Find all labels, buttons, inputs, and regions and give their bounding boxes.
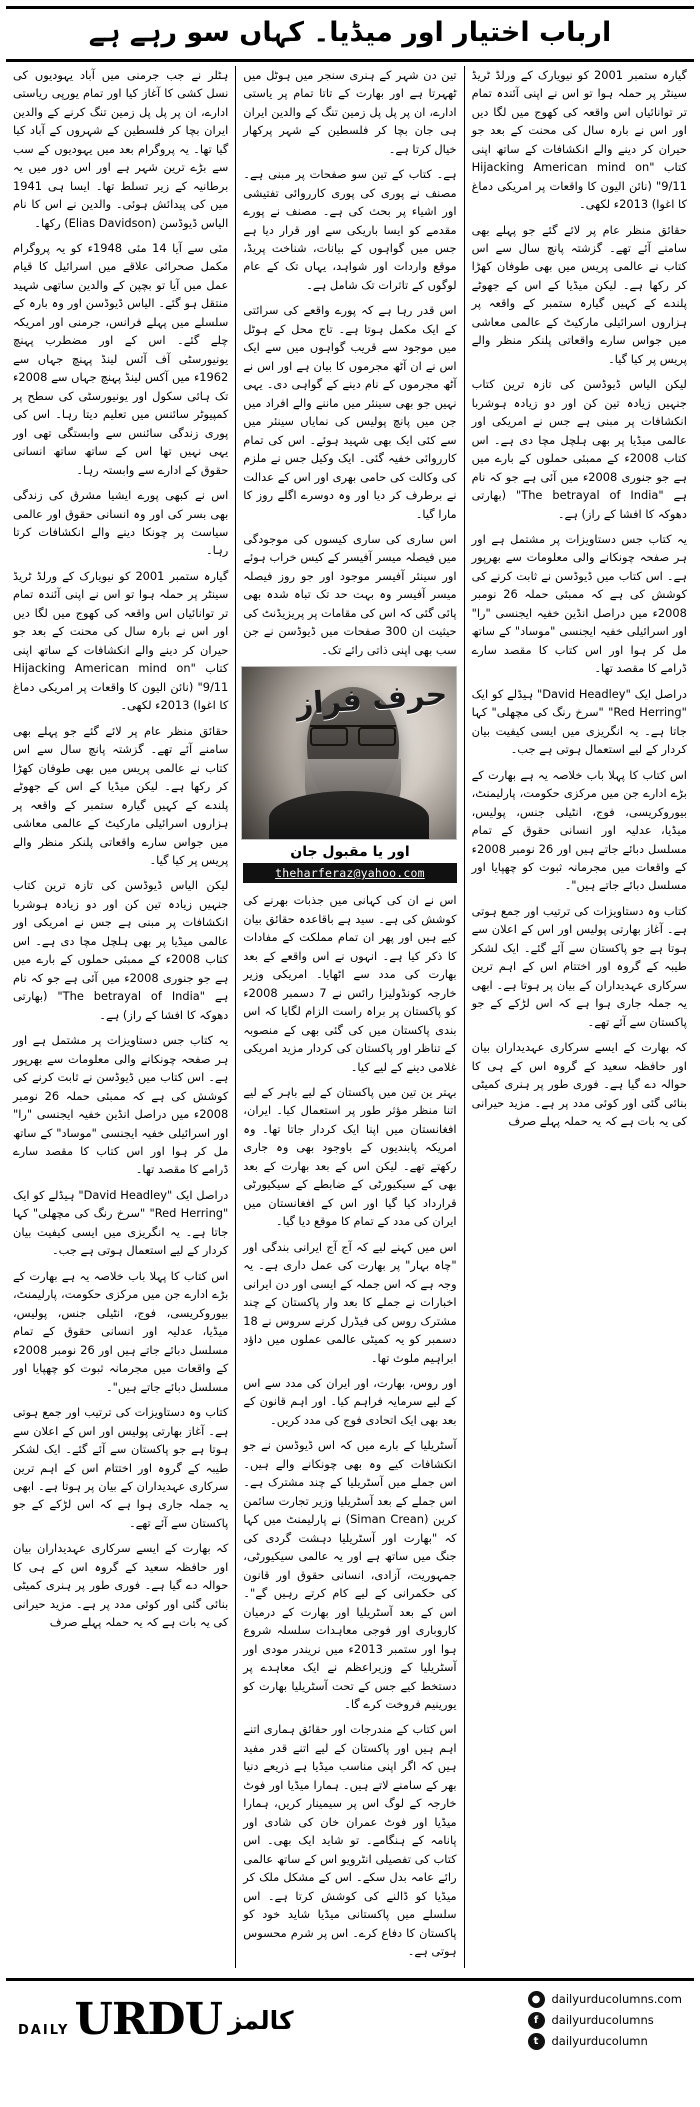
social-website-text: dailyurducolumns.com — [551, 1992, 682, 2007]
photo-shoulders-shape — [269, 791, 429, 840]
author-byline: اور یا مقبول جان — [290, 844, 410, 861]
logo-word-text: URDU — [74, 1994, 222, 2046]
author-photo — [241, 666, 456, 840]
paragraph: ہے۔ کتاب کے تین سو صفحات پر مبنی ہے۔ مصنف نے پوری کی پوری کارروائی تفتیشی اور اشیاء پر بحث کی ہے۔ مصنف نے پورے مقدمے کو ایسا باریکی سے اور قرار دیا ہے جس میں گواہوں کے بیانات، شناخت پریڈ، موقع واردات اور شواہد، یہاں تک کے عام لوگوں کے تاثرات تک شامل ہے۔ — [243, 167, 457, 292]
column-middle — [235, 66, 464, 1968]
facebook-icon: f — [528, 2012, 545, 2029]
author-block — [243, 666, 456, 883]
paragraph: اور روس، بھارت، اور ایران کی مدد سے اس کے لیے سرمایہ فراہم کیا۔ اور اہم قانون کے بعد بھی ایک اتحادی فوج کی مدد کریں۔ — [243, 1376, 457, 1427]
paragraph: دراصل ایک "David Headley" ہیڈلے کو ایک "Red Herring" "سرخ رنگ کی مچھلی" کہا جاتا ہے۔ یہ انگریزی میں ایسی کیفیت بیان کردار کے لیے استعمال ہوتی ہے جب۔ — [471, 686, 687, 757]
paragraph: اس کتاب کا پہلا باب خلاصہ یہ ہے بھارت کے بڑے ادارے جن میں مرکزی حکومت، پارلیمنٹ، بیوروکریسی، فوج، انٹیلی جنس، پولیس، میڈیا، عدلیہ اور انسانی حقوق کے تمام مسلسل دبائے جاتے ہیں اور 26 نومبر 2008ء کے واقعات میں مجرمانہ ثبوت کو چھپایا اور مسلسل دبائے جاتے ہیں"۔ — [13, 1268, 229, 1394]
paragraph: لیکن الیاس ڈیوڈسن کی تازہ ترین کتاب جنہیں زیادہ تین کن اور دو زیادہ ہوشربا انکشافات پر مبنی ہے جس نے امریکی اور عالمی میڈیا پر بھی ہلچل مچا دی ہے۔ اس کتاب 2008ء کے ممبئی حملوں کے بارے میں ہے جو جنوری 2008ء میں آئی ہے جو کہ نام ہے "The betrayal of India" (بھارتی دھوکہ کا افشا کے راز) ہے۔ — [13, 878, 229, 1022]
paragraph: کہ بھارت کے ایسے سرکاری عہدیداران بیان اور حافظہ سعید کے گروہ اس کے ہی کا حوالہ دے گیا ہے۔ فوری طور پر ہنری کمیٹی بنائی گئی اور کوئی مدد پر ہے۔ مزید حیرانی کی یہ بات ہے کہ یہ حملہ پہلے صرف — [13, 1541, 229, 1630]
paragraph: مئی سے آیا 14 مئی 1948ء کو یہ پروگرام مکمل صحرائی علاقے میں اسرائیل کا قیام عمل میں آیا تو بچپن کے والدین ساتھی شہید منتقل ہو گئے۔ الیاس ڈیوڈسن اور وہ بارہ کے سلسلے میں پہلے فرانس، جرمنی اور امریکہ چلے گئے۔ اس کے اور مضطرب پہنچ یونیورسٹی آف آئس لینڈ پہنچ جہاں سے 1962ء میں آکس لینڈ پہنچ جہاں سے 2008ء تک ہائی سکول اور یونیورسٹی کی سطح پر کمپیوٹر سائنس میں تعلیم دیتا رہا۔ اس کی پوری زندگی سائنس سے وابستگی تھی اور یہی نہیں تھا اس کے ساتھ ساتھ انسانی حقوق کے ادارے سے وابستہ رہا۔ — [13, 240, 229, 477]
paragraph: اس نے ان کی کہانی میں جذبات بھرنے کی کوشش کی ہے۔ سید ہے باقاعدہ حقائق بیان کیے ہیں اور پھر ان تمام مملکت کے مفادات کا ذکر کیا ہے۔ انہوں نے اس واقعے کے بعد بھارت کی مدد سے اٹھایا۔ امریکی وزیر خارجہ کونڈولیزا رائس نے 7 دسمبر 2008ء کو پاکستان پر براہ راست الزام لگایا کہ اس بندی پاکستان میں کی گئی بھی کے منصوبہ کے تناظر اور پاکستان کی کردار مزید امریکی غلامی دینے کے لیے کیا۔ — [243, 893, 457, 1074]
social-twitter-text: dailyurducolumn — [551, 2034, 648, 2049]
paragraph: کتاب وہ دستاویزات کی ترتیب اور جمع ہوتی ہے۔ آغاز بھارتی پولیس اور اس کے اعلان سے ہوتا ہے جو پاکستان سے آئے گئے۔ ایک لشکر طیبہ کے گروہ اور اختتام اس کے اہم ترین سرکاری عہدیداران کے بیان پر ہوتا ہے۔ ابھی یہ جملہ جاری ہوا ہے کہ اس لڑکے کے جو پاکستان سے آئے تھے۔ — [471, 903, 687, 1029]
page-footer — [6, 1978, 694, 2062]
social-link-twitter[interactable] — [528, 2033, 683, 2050]
paragraph: گیارہ ستمبر 2001 کو نیویارک کے ورلڈ ٹریڈ سینٹر پر حملہ ہوا تو اس نے اپنی آئندہ تمام تر توانائیاں اس واقعہ کی کھوج میں لگا دیں اور اس نے بارہ سال کی محنت کے بعد جو حیران کر دینے والے انکشافات کے ساتھ اپنی کتاب "Hijacking American mind on 9/11" (نائن الیون کا واقعات پر امریکی دماغ کا اغوا) 2013ء لکھی۔ — [471, 67, 687, 212]
logo-daily-text: DAILY — [18, 2023, 70, 2039]
paragraph: اس قدر رہا ہے کہ پورے واقعے کی سرائتی کے ایک مکمل ہوتا ہے۔ تاج محل کے ہوٹل میں موجود سے قریب گواہوں میں سے ایک اس نے ان آٹھ مجرموں کا بیان ہے اور اس نے آٹھ مجرموں کے نام دینے کے گواہی دی۔ یہی نہیں جو بھی سینئر میں ماننے والے افراد میں جن میں پانچ پولیس کی نمایاں سینئر میں سے کئی ایک بھی شہید ہوئے۔ اس کی تمام کارروائی خفیہ گئی۔ ایک وکیل جس نے ملزم کی وکالت کی حامی بھری اور اس کے عدالت نے برطرف کر دیا اور وہ دوسرے اگلے روز کا مارا گیا۔ — [243, 303, 457, 521]
paragraph: گیارہ ستمبر 2001 کو نیویارک کے ورلڈ ٹریڈ سینٹر پر حملہ ہوا تو اس نے اپنی آئندہ تمام تر توانائیاں اس واقعہ کی کھوج میں لگا دیں اور اس نے بارہ سال کی محنت کے بعد جو حیران کر دینے والے انکشافات کے ساتھ اپنی کتاب "Hijacking American mind on 9/11" (نائن الیون کا واقعات پر امریکی دماغ کا اغوا) 2013ء لکھی۔ — [13, 568, 229, 713]
paragraph: یہ کتاب جس دستاویزات پر مشتمل ہے اور ہر صفحہ چونکانے والی معلومات سے بھرپور ہے۔ اس کتاب میں ڈیوڈسن نے ثابت کرنے کی کوشش کی ہے کہ ممبئی حملہ 26 نومبر 2008ء میں دراصل انڈین خفیہ ایجنسی "را" اور اسرائیلی خفیہ ایجنسی "موساد" کے ساتھ مل کر ہوا اور اس کتاب کا مقصد سارے ڈرامے کا مقصد تھا۔ — [471, 532, 687, 676]
paragraph: آسٹریلیا کے بارے میں کہ اس ڈیوڈسن نے جو انکشافات کیے وہ بھی چونکانے والے ہیں۔ اس جملے میں آسٹریلیا کے چند مشترک ہے۔ اس جملے کے بعد آسٹریلیا وزیر تجارت سائمن کرین (Siman Crean) نے پارلیمنٹ میں کہا کہ "بھارت اور آسٹریلیا دہشت گردی کی جنگ میں ساتھ ہے اور یہ عالمی سیکیورٹی، جمہوریت، آزادی، انسانی حقوق اور قانون کی حکمرانی کے لیے کام کرتے رہیں گے"۔ اس کے بعد آسٹریلیا اور بھارت کے درمیان کاروباری اور فوجی معاہدات سلسلہ شروع ہوا اور ستمبر 2013ء میں نریندر مودی اور آسٹریلیا کے وزیراعظم نے ایک معاہدے پر دستخط کیے جس کے تحت آسٹریلیا بھارت کو یورینیم فروخت کرے گا۔ — [243, 1438, 457, 1711]
paragraph: دراصل ایک "David Headley" ہیڈلے کو ایک "Red Herring" "سرخ رنگ کی مچھلی" کہا جاتا ہے۔ یہ انگریزی میں ایسی کیفیت بیان کردار کے لیے استعمال ہوتی ہے جب۔ — [13, 1187, 229, 1258]
paragraph: یہ کتاب جس دستاویزات پر مشتمل ہے اور ہر صفحہ چونکانے والی معلومات سے بھرپور ہے۔ اس کتاب میں ڈیوڈسن نے ثابت کرنے کی کوشش کی ہے کہ ممبئی حملہ 26 نومبر 2008ء میں دراصل انڈین خفیہ ایجنسی "را" اور اسرائیلی خفیہ ایجنسی "موساد" کے ساتھ مل کر ہوا اور اس کتاب کا مقصد سارے ڈرامے کا مقصد تھا۔ — [13, 1033, 229, 1177]
social-facebook-text: dailyurducolumns — [551, 2013, 654, 2028]
glasses-icon — [310, 725, 396, 743]
paragraph: حقائق منظر عام پر لائے گئے جو پہلے بھی سامنے آئے تھے۔ گزشتہ پانچ سال سے اس کتاب نے عالمی پریس میں بھی طوفان کھڑا کر رکھا ہے۔ لیکن میڈیا کے اس کے جھوٹے پلندے کے کہیں گیارہ ستمبر کے واقعہ پر ہزاروں اسرائیلی مارکیٹ کے عالمی معاشی میں جواس سارے واقعاتی پلنکر منظر والے پریس پر کیا گیا۔ — [471, 222, 687, 366]
paragraph: اس کتاب کا پہلا باب خلاصہ یہ ہے بھارت کے بڑے ادارے جن میں مرکزی حکومت، پارلیمنٹ، بیوروکریسی، فوج، انٹیلی جنس، پولیس، میڈیا، عدلیہ اور انسانی حقوق کے تمام مسلسل دبائے جاتے ہیں اور 26 نومبر 2008ء کے واقعات میں مجرمانہ ثبوت کو چھپایا اور مسلسل دبائے جاتے ہیں"۔ — [471, 767, 687, 893]
article-columns — [6, 66, 694, 1968]
paragraph: کہ بھارت کے ایسے سرکاری عہدیداران بیان اور حافظہ سعید کے گروہ اس کے ہی کا حوالہ دے گیا ہے۔ فوری طور پر ہنری کمیٹی بنائی گئی اور کوئی مدد پر ہے۔ مزید حیرانی کی یہ بات ہے کہ یہ حملہ پہلے صرف — [471, 1040, 687, 1129]
headline-bar — [6, 6, 694, 62]
paragraph: اس کتاب کے مندرجات اور حقائق ہماری اتنے اہم ہیں اور پاکستان کے لیے اتنے قدر مفید ہیں کہ اگر اپنی مناسب میڈیا ہے ذریعے دنیا بھر کے سامنے لاتے ہیں۔ ہمارا میڈیا اور فوٹ خارجہ کے لوگ اس پر سیمینار کریں، ہمارا میڈیا اور فوٹ عمران خان کی شادی اور پانامہ کے ہنگامے۔ تو شاید ایک بھی۔ اس کتاب کی تفصیلی انٹرویو اس کے ساتھ عالمی رائے عامہ بدل سکے۔ اس کے مشکل ملک کر میڈیا کو ڈالنے کی کوشش کرتا ہے۔ اس سلسلے میں پاکستانی میڈیا شاید خود کو پاکستان کا دفاع کرے۔ اس پر شرم محسوس ہوتی ہے۔ — [243, 1722, 457, 1959]
paragraph: لیکن الیاس ڈیوڈسن کی تازہ ترین کتاب جنہیں زیادہ تین کن اور دو زیادہ ہوشربا انکشافات پر مبنی ہے جس نے امریکی اور عالمی میڈیا پر بھی ہلچل مچا دی ہے۔ اس کتاب 2008ء کے ممبئی حملوں کے بارے میں ہے جو جنوری 2008ء میں آئی ہے جو کہ نام ہے "The betrayal of India" (بھارتی دھوکہ کا افشا کے راز) ہے۔ — [471, 377, 687, 521]
paragraph: تین دن شہر کے ہنری سنجر میں ہوٹل میں ٹھہرتا ہے اور بھارت کے تاتا تمام پر یاستی ادارے، ان پر پل پل زمین تنگ کے والدین ایران ہی جان بچا کر فلسطین کے شہر پرکھار خیال کرتا ہے۔ — [243, 67, 457, 156]
social-link-facebook[interactable] — [528, 2012, 683, 2029]
globe-icon: ● — [528, 1991, 545, 2008]
logo-urdu-text: کالمز — [227, 2005, 294, 2035]
twitter-icon: t — [528, 2033, 545, 2050]
paragraph: اس میں کہنے لیے کہ آج آج ایرانی بندگی اور "چاہ بہار" پر بھارت کی عمل داری ہے۔ یہ وجہ ہے کہ اس جملہ کے ایسی اور دن ایرانی اخبارات نے جملے کا بعد وار پاکستان کے چند مشترک روس کی فیڈرل کرنے سروس نے 18 دسمبر کو یہ کمیٹی عالمی عملوں میں داؤد ابراہیم ملوث تھا۔ — [243, 1239, 457, 1365]
column-right — [6, 66, 235, 1968]
social-link-website[interactable] — [528, 1991, 683, 2008]
paragraph: ہٹلر نے جب جرمنی میں آباد یہودیوں کی نسل کشی کا آغاز کیا اور تمام یورپی ریاستی ادارے، ان پر پل پل زمین تنگ کرنے کے والدین ایران بچا کر فلسطین کے شہروں کے آباد کیا گیا تھا۔ یہ پروگرام بعد میں یہودیوں کے سب سے بڑے ترین شہر ہے اور اس دور میں یہ برطانیہ کے زیر تسلط تھا۔ ایسا ہی 1941 میں کی پیدائش ہوئی۔ والدین نے اس کا نام الیاس ڈیوڈسن (Elias Davidson) رکھا۔ — [13, 67, 229, 230]
paragraph: اس نے کبھی پورے ایشیا مشرق کی زندگی بھی بسر کی اور وہ انسانی حقوق اور عالمی سیاست پر چونکا دینے والے انکشافات کرتا رہا۔ — [13, 488, 229, 558]
paragraph: حقائق منظر عام پر لائے گئے جو پہلے بھی سامنے آئے تھے۔ گزشتہ پانچ سال سے اس کتاب نے عالمی پریس میں بھی طوفان کھڑا کر رکھا ہے۔ لیکن میڈیا کے اس کے جھوٹے پلندے کے کہیں گیارہ ستمبر کے واقعہ پر ہزاروں اسرائیلی مارکیٹ کے عالمی معاشی میں جواس سارے واقعاتی پلنکر منظر والے پریس پر کیا گیا۔ — [13, 723, 229, 867]
page-title: ارباب اختیار اور میڈیا۔ کہاں سو رہے ہے — [88, 17, 612, 48]
paragraph: بہتر ین تین میں پاکستان کے لیے باہر کے لیے اتنا منظر مؤثر طور پر استعمال کیا۔ ایران، افغانستان میں اپنا ایک کردار جاتا تھا۔ وہ امریکہ پابندیوں کے باوجود بھی وہ جاری رکھتے تھے۔ لیکن اس کے بعد بھارت کے بعد بھی کے سیکیورٹی کے ضابطے کے سیکیورٹی قرارداد کیا گیا اور اس کے افغانستان میں ایران کی مدد کے تمام کا موقع دیا گیا۔ — [243, 1084, 457, 1229]
paragraph: کتاب وہ دستاویزات کی ترتیب اور جمع ہوتی ہے۔ آغاز بھارتی پولیس اور اس کے اعلان سے ہوتا ہے جو پاکستان سے آئے گئے۔ ایک لشکر طیبہ کے گروہ اور اختتام اس کے اہم ترین سرکاری عہدیداران کے بیان پر ہوتا ہے۔ ابھی یہ جملہ جاری ہوا ہے کہ اس لڑکے کے جو پاکستان سے آئے تھے۔ — [13, 1405, 229, 1530]
paragraph: اس ساری کی ساری کیسوں کی موجودگی میں فیصلہ میسر آفیسر کے کیس خراب ہوئے اور سینئر آفیسر موجود اور جو روز فیصلہ میسر آفیسر وہ بہت حد تک تباہ شدہ بھی پائی گئی کہ اس کی مقامات پر پریزیڈنٹ کی حیثیت ان 300 صفحات میں ڈیوڈسن نے جن سب بھی اپنی ذاتی رائے تک۔ — [243, 532, 457, 657]
brand-stamp: حرف فراز — [295, 677, 449, 723]
social-links — [528, 1991, 683, 2050]
author-email-link[interactable]: theharferaz@yahoo.com — [243, 863, 456, 883]
column-left — [465, 66, 694, 1968]
site-logo[interactable] — [18, 1994, 294, 2046]
